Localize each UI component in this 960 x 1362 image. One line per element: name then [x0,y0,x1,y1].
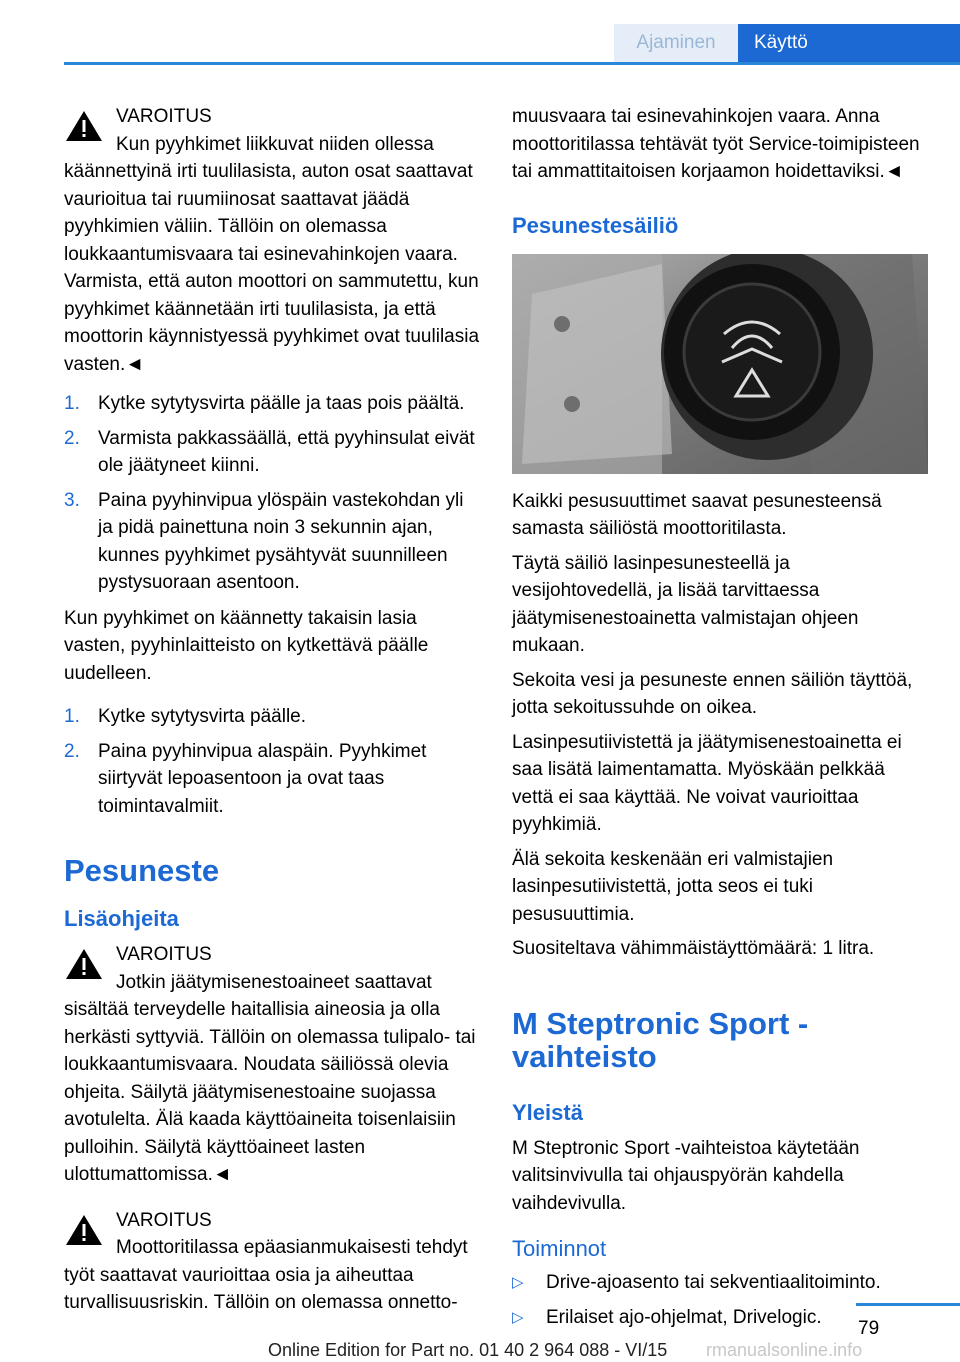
step-number: 1. [64,393,80,414]
paragraph: M Steptronic Sport -vaihteistoa käytetään valitsinvivulla tai ohjauspyörän kahdella vaihdevivulla. [512,1137,860,1214]
paragraph: Kun pyyhkimet on käännetty takaisin lasia vasten, pyyhinlaitteisto on kytkettävä päälle uudelleen. [64,607,429,684]
subsection-heading: Pesunestesäiliö [512,212,679,238]
step-text: Varmista pakkassäällä, että pyyhinsulat eivät ole jäätyneet kiinni. [98,427,475,476]
tab-ajaminen[interactable]: Ajaminen [614,24,738,62]
warning-text: Kun pyyhkimet liikkuvat niiden ollessa käännettyinä irti tuulilasista, auton osat saattavat vaurioitua tai ruumiinosat saattavat jäädä pyyhkimien väliin. Tällöin on olemassa loukkaantumisvaara tai esinevahinkojen vaara. Varmista, että auton moottori on sammutettu, kun pyyhkimet käännetään irti tuulilasista, ja että moottorin käynnistyessä pyyhkimet ovat tuulilasia vasten.◄ [64,133,480,375]
list-item [64,487,480,597]
warning-block [64,1207,480,1317]
left-column [64,103,480,1329]
step-number: 2. [64,740,80,762]
paragraph: Lasinpesutiivistettä ja jäätymisenestoainetta ei saa lisätä laimentamatta. Myöskään pelkkää vettä ei saa käyttää. Ne voivat vaurioittaa pyyhkimiä. [512,731,902,835]
header-rule [64,62,960,65]
step-number: 3. [64,489,80,511]
warning-block [64,103,480,378]
step-text: Paina pyyhinvipua ylöspäin vastekohdan yli ja pidä painettuna noin 3 sekunnin ajan, kunnes pyyhkimet pysähtyvät suunnilleen pystysuoraan asentoon. [98,489,464,593]
page-number: 79 [858,1318,880,1339]
warning-triangle-icon [64,1213,104,1247]
subsection-heading: Toiminnot [512,1236,607,1261]
warning-title: VAROITUS [116,106,212,127]
paragraph: Suositeltava vähimmäistäyttömäärä: 1 litra. [512,938,875,959]
right-column [512,103,930,1339]
step-text: Kytke sytytysvirta päälle. [98,706,307,727]
triangle-bullet-icon: ▷ [512,1308,524,1326]
triangle-bullet-icon: ▷ [512,1274,524,1291]
list-item [512,1269,930,1297]
watermark-text: rmanualsonline.info [706,1340,863,1360]
warning-title: VAROITUS [116,944,212,965]
warning-block [64,941,480,1189]
list-item [64,703,480,731]
steps-list [64,703,480,820]
steps-list [64,390,480,597]
step-number: 1. [64,706,80,727]
list-item [64,425,480,480]
list-item [64,390,480,418]
paragraph: muusvaara tai esinevahinkojen vaara. Anna moottoritilassa tehtävät työt Service-toimipisteen tai ammattitaitoisen korjaamon hoidettaviksi.◄ [512,106,920,182]
warning-triangle-icon [64,947,104,981]
paragraph: Täytä säiliö lasinpesunesteellä ja vesijohtovedellä, ja lisää tarvittaessa jäätymisenestoainetta valmistajan ohjeen mukaan. [512,552,859,656]
section-heading: M Steptronic Sport -vaihteisto [512,1005,809,1074]
step-text: Kytke sytytysvirta päälle ja taas pois päältä. [98,393,465,414]
subsection-heading: Yleistä [512,1099,583,1125]
washer-reservoir-photo [512,254,928,474]
warning-text: Jotkin jäätymisenestoaineet saattavat sisältää terveydelle haitallisia aineosia ja olla herkästi syttyviä. Tällöin on olemassa tulipalo- tai loukkaantumisvaara. Noudata säiliössä olevia ohjeita. Säilytä jäätymisenestoaine suojassa avotulelta. Älä kaada käyttöaineita toisenlaisiin pulloihin. Säilytä käyttöaineet lasten ulottumattomissa.◄ [64,971,476,1185]
tab-kaytto[interactable]: Käyttö [738,24,960,62]
paragraph: Kaikki pesusuuttimet saavat pesunesteensä samasta säiliöstä moottoritilasta. [512,490,882,539]
paragraph: Älä sekoita keskenään eri valmistajien lasinpesutiivistettä, jotta seos ei tuki pesusuuttimia. [512,848,834,925]
step-text: Paina pyyhinvipua alaspäin. Pyyhkimet siirtyvät lepoasentoon ja ovat taas toimintavalmiit. [98,740,427,817]
warning-triangle-icon [64,109,104,143]
step-number: 2. [64,427,80,449]
bullet-text: Erilaiset ajo-ohjelmat, Drivelogic. [546,1306,822,1328]
warning-text: Moottoritilassa epäasianmukaisesti tehdyt työt saattavat vaurioittaa osia ja aiheuttaa turvallisuusriskin. Tällöin on olemassa onnetto- [64,1237,468,1313]
subsection-heading: Lisäohjeita [64,906,179,931]
paragraph: Sekoita vesi ja pesuneste ennen säiliön täyttöä, jotta sekoitussuhde on oikea. [512,669,913,718]
list-item [64,738,480,821]
bullet-text: Drive-ajoasento tai sekventiaalitoiminto. [546,1272,881,1293]
warning-title: VAROITUS [116,1209,212,1231]
edition-text: Online Edition for Part no. 01 40 2 964 088 - VI/15 [268,1340,668,1360]
footer-rule [856,1303,960,1306]
section-heading: Pesuneste [64,853,220,888]
